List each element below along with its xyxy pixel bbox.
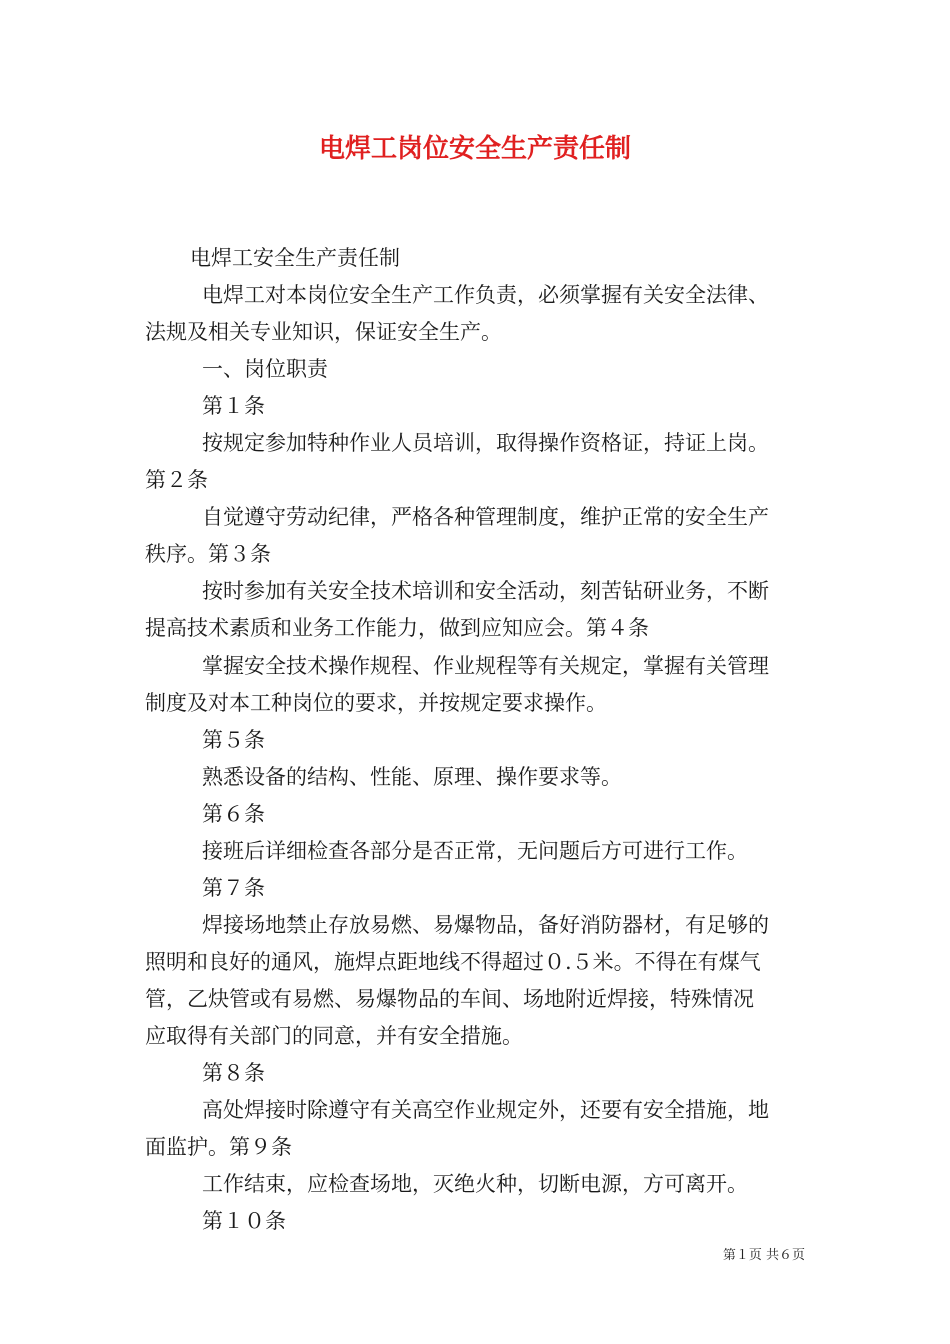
paragraph-line: 法规及相关专业知识，保证安全生产。 (145, 320, 502, 345)
paragraph-line: 照明和良好的通风，施焊点距地线不得超过０.５米。不得在有煤气 (145, 949, 761, 974)
paragraph-line: 按时参加有关安全技术培训和安全活动，刻苦钻研业务，不断 (202, 579, 769, 604)
section-heading: 一、岗位职责 (202, 357, 328, 382)
paragraph-line: 面监护。第９条 (145, 1135, 292, 1160)
section-heading: 电焊工安全生产责任制 (190, 246, 400, 270)
paragraph-line: 自觉遵守劳动纪律，严格各种管理制度，维护正常的安全生产 (202, 505, 769, 530)
article-number: 第１条 (202, 394, 265, 419)
document-body (145, 240, 807, 1240)
article-number: 第８条 (202, 1061, 265, 1086)
paragraph-line: 高处焊接时除遵守有关高空作业规定外，还要有安全措施，地 (202, 1098, 769, 1123)
paragraph-line: 制度及对本工种岗位的要求，并按规定要求操作。 (145, 690, 607, 715)
paragraph-line: 焊接场地禁止存放易燃、易爆物品，备好消防器材，有足够的 (202, 912, 769, 937)
paragraph-line: 秩序。第３条 (145, 542, 271, 567)
paragraph-line: 熟悉设备的结构、性能、原理、操作要求等。 (202, 764, 622, 789)
paragraph-line: 工作结束，应检查场地，灭绝火种，切断电源，方可离开。 (202, 1172, 748, 1197)
paragraph-line: 接班后详细检查各部分是否正常，无问题后方可进行工作。 (202, 838, 748, 863)
page-number: 第１页 共６页 (722, 1248, 805, 1263)
article-number: 第２条 (145, 468, 208, 493)
paragraph-line: 电焊工对本岗位安全生产工作负责，必须掌握有关安全法律、 (202, 283, 769, 308)
paragraph-line: 管，乙炔管或有易燃、易爆物品的车间、场地附近焊接，特殊情况 (145, 986, 754, 1011)
paragraph-line: 掌握安全技术操作规程、作业规程等有关规定，掌握有关管理 (202, 653, 769, 678)
document-title: 电焊工岗位安全生产责任制 (318, 134, 631, 164)
article-number: 第５条 (202, 727, 265, 752)
paragraph-line: 提高技术素质和业务工作能力，做到应知应会。第４条 (145, 616, 649, 641)
article-number: 第７条 (202, 875, 265, 900)
article-number: 第６条 (202, 801, 265, 826)
article-number: 第１０条 (202, 1209, 286, 1234)
paragraph-line: 按规定参加特种作业人员培训，取得操作资格证，持证上岗。 (202, 431, 769, 456)
paragraph-line: 应取得有关部门的同意，并有安全措施。 (145, 1023, 523, 1048)
